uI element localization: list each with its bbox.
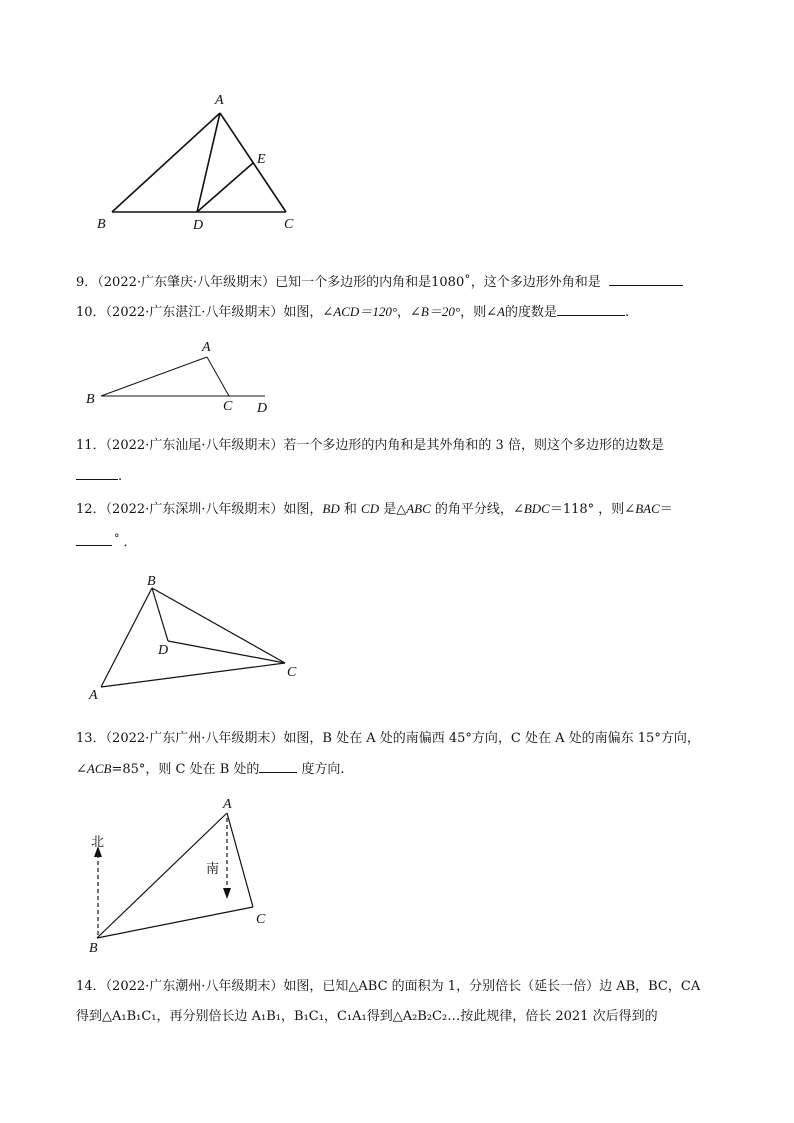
triangle-abc-text: △ABC bbox=[396, 501, 431, 516]
fig8-label-a: A bbox=[215, 93, 224, 108]
question-number: 13． bbox=[76, 731, 106, 746]
fig8-label-d: D bbox=[193, 218, 204, 233]
question-11 bbox=[76, 437, 664, 455]
segment-ac bbox=[101, 663, 285, 687]
south-label: 南 bbox=[206, 862, 220, 877]
angle-a: ∠A bbox=[486, 304, 505, 319]
segment-ba bbox=[101, 357, 207, 396]
figure-q10 bbox=[101, 357, 265, 396]
segment-bd-text: BD bbox=[322, 501, 340, 516]
question-text: 得到△A₁B₁C₁，再分别倍长边 A₁B₁，B₁C₁，C₁A₁得到△A₂B₂C₂…按此规律，倍长 2021 次后得到的 bbox=[76, 1009, 658, 1024]
question-text: 的度数是 bbox=[504, 305, 557, 320]
answer-blank[interactable] bbox=[259, 759, 297, 773]
answer-blank[interactable] bbox=[557, 302, 625, 316]
fig12-label-b: B bbox=[147, 574, 156, 589]
fig8-label-e: E bbox=[257, 152, 266, 167]
separator: ， bbox=[397, 305, 411, 320]
answer-blank[interactable] bbox=[76, 532, 112, 546]
question-number: 14． bbox=[76, 979, 106, 994]
segment-ac bbox=[220, 113, 286, 212]
question-source: （2022·广东潮州·八年级期末） bbox=[105, 979, 284, 994]
question-13 bbox=[76, 730, 700, 748]
segment-de bbox=[197, 163, 253, 212]
fig8-label-c: C bbox=[284, 217, 294, 232]
question-text: =85°，则 C 处在 B 处的 bbox=[111, 762, 260, 777]
segment-ad bbox=[197, 113, 220, 212]
segment-ba bbox=[101, 588, 152, 687]
question-text: 若一个多边形的内角和是其外角和的 3 倍，则这个多边形的边数是 bbox=[283, 438, 664, 453]
question-source: （2022·广东深圳·八年级期末） bbox=[105, 502, 284, 517]
question-14-line2 bbox=[76, 1008, 658, 1026]
question-14 bbox=[76, 978, 700, 996]
angle-bdc: ∠BDC bbox=[512, 501, 550, 516]
period: . bbox=[624, 305, 630, 320]
segment-ab bbox=[112, 113, 220, 212]
figure-q13 bbox=[97, 813, 253, 938]
fig8-label-b: B bbox=[97, 217, 106, 232]
question-9 bbox=[76, 272, 683, 292]
fig10-label-b: B bbox=[86, 392, 95, 407]
fig10-label-d: D bbox=[257, 401, 268, 416]
question-text: 已知一个多边形的内角和是1080˚，这个多边形外角和是 bbox=[275, 275, 601, 290]
north-label: 北 bbox=[91, 835, 105, 850]
segment-bc bbox=[152, 588, 285, 663]
angle-acb: ∠ACB bbox=[76, 761, 112, 776]
question-number: 10． bbox=[76, 305, 106, 320]
fig12-label-c: C bbox=[287, 665, 297, 680]
period: ． bbox=[123, 535, 137, 550]
question-text: 如图， bbox=[283, 305, 323, 320]
fig13-label-c: C bbox=[256, 912, 266, 927]
segment-dc bbox=[168, 641, 285, 663]
question-number: 12． bbox=[76, 502, 106, 517]
question-source: （2022·广东汕尾·八年级期末） bbox=[105, 438, 284, 453]
fig10-label-a: A bbox=[202, 340, 211, 355]
segment-cd-text: CD bbox=[361, 501, 380, 516]
fig12-label-a: A bbox=[89, 688, 98, 703]
period: . bbox=[118, 469, 123, 484]
question-text: 如图， bbox=[283, 502, 323, 517]
question-text: 和 bbox=[339, 502, 362, 517]
answer-blank[interactable] bbox=[76, 466, 118, 480]
question-12-line2 bbox=[76, 530, 137, 552]
degree-sign: ° bbox=[114, 532, 120, 545]
question-13-line2 bbox=[76, 759, 345, 779]
segment-bc bbox=[97, 907, 253, 938]
question-text: 如图，已知△ABC 的面积为 1，分别倍长（延长一倍）边 AB，BC，CA bbox=[283, 979, 701, 994]
question-source: （2022·广东广州·八年级期末） bbox=[105, 731, 284, 746]
question-source: （2022·广东湛江·八年级期末） bbox=[105, 305, 284, 320]
question-text: 如图，B 处在 A 处的南偏西 45°方向，C 处在 A 处的南偏东 15°方向， bbox=[283, 731, 700, 746]
fig12-label-d: D bbox=[158, 643, 169, 658]
south-arrowhead bbox=[223, 888, 231, 899]
angle-bac: ∠BAC bbox=[624, 501, 660, 516]
fig13-label-b: B bbox=[89, 941, 98, 956]
segment-ac bbox=[227, 813, 253, 907]
angle-acd: ∠ACD＝120° bbox=[322, 304, 398, 319]
question-number: 9． bbox=[76, 275, 98, 290]
question-text: ＝118° ，则 bbox=[549, 502, 625, 517]
question-10 bbox=[76, 302, 629, 322]
angle-b: ∠B＝20° bbox=[410, 304, 461, 319]
question-text: 度方向. bbox=[301, 762, 345, 777]
figure-q12 bbox=[101, 588, 285, 687]
question-number: 11． bbox=[76, 438, 106, 453]
answer-blank[interactable] bbox=[609, 272, 683, 286]
equals: ＝ bbox=[659, 502, 673, 517]
question-11-line2 bbox=[76, 466, 122, 486]
segment-ac bbox=[207, 357, 229, 396]
question-source: （2022·广东肇庆·八年级期末） bbox=[97, 275, 276, 290]
fig13-label-a: A bbox=[223, 797, 232, 812]
question-text: 是 bbox=[379, 502, 397, 517]
question-text: ，则 bbox=[460, 305, 487, 320]
question-12 bbox=[76, 500, 673, 519]
fig10-label-c: C bbox=[223, 399, 233, 414]
question-text: 的角平分线， bbox=[430, 502, 513, 517]
